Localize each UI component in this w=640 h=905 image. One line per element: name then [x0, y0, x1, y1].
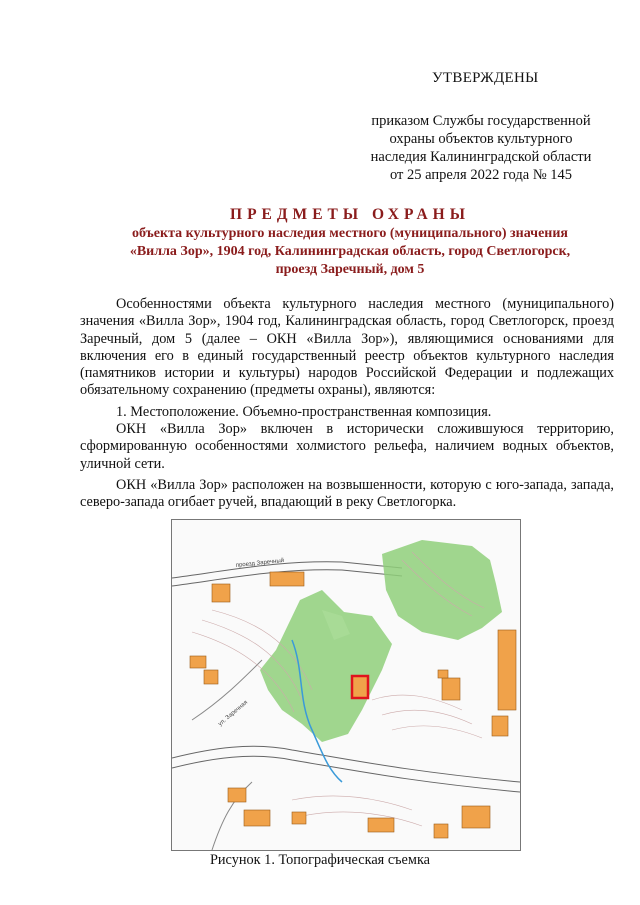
paragraph: 1. Местоположение. Объемно-пространственная композиция. — [116, 403, 492, 420]
street — [172, 756, 520, 792]
topographic-map-svg — [172, 520, 520, 850]
order-reference — [350, 112, 612, 184]
title-main: ПРЕДМЕТЫ ОХРАНЫ — [230, 206, 470, 223]
figure-caption: Рисунок 1. Топографическая съемка — [209, 852, 431, 868]
title-line: проезд Заречный, дом 5 — [275, 262, 425, 277]
street-label: ул. Заречная — [217, 699, 249, 728]
highlighted-building — [352, 676, 368, 698]
order-line: наследия Калининградской области — [370, 149, 592, 165]
approved-label: УТВЕРЖДЕНЫ — [432, 70, 539, 86]
title-line: объекта культурного наследия местного (муниципального) значения — [131, 226, 568, 241]
title-line: «Вилла Зор», 1904 год, Калининградская область, город Светлогорск, — [129, 244, 571, 259]
street-label: проезд Заречный — [235, 557, 285, 569]
order-line: от 25 апреля 2022 года № 145 — [389, 167, 573, 183]
street — [192, 660, 262, 720]
paragraph: ОКН «Вилла Зор» расположен на возвышенности, которую с юго-запада, запада, северо-запада огибает ручей, впадающий в реку Светлогорка. — [80, 476, 614, 511]
order-line: охраны объектов культурного — [389, 131, 573, 147]
topographic-map — [171, 519, 521, 851]
body-text — [80, 296, 614, 516]
street — [172, 746, 520, 782]
document-title — [70, 205, 630, 279]
green-area — [382, 540, 502, 640]
paragraph: Особенностями объекта культурного наследия местного (муниципального) значения «Вилла Зор», 1904 год, Калининградская область, город Светлогорск, проезд Заречный, дом 5 (далее – ОКН «Вилла Зор»), являющимися основаниями для включения его в единый государственный реестр объектов культурного наследия (памятников истории и культуры) народов Российской Федерации и подлежащих обязательному сохранению (предметы охраны), являются: — [80, 296, 614, 399]
order-line: приказом Службы государственной — [371, 113, 591, 129]
paragraph: ОКН «Вилла Зор» включен в исторически сложившуюся территорию, сформированную особенностями холмистого рельефа, наличием водных объектов, уличной сети. — [80, 421, 614, 472]
